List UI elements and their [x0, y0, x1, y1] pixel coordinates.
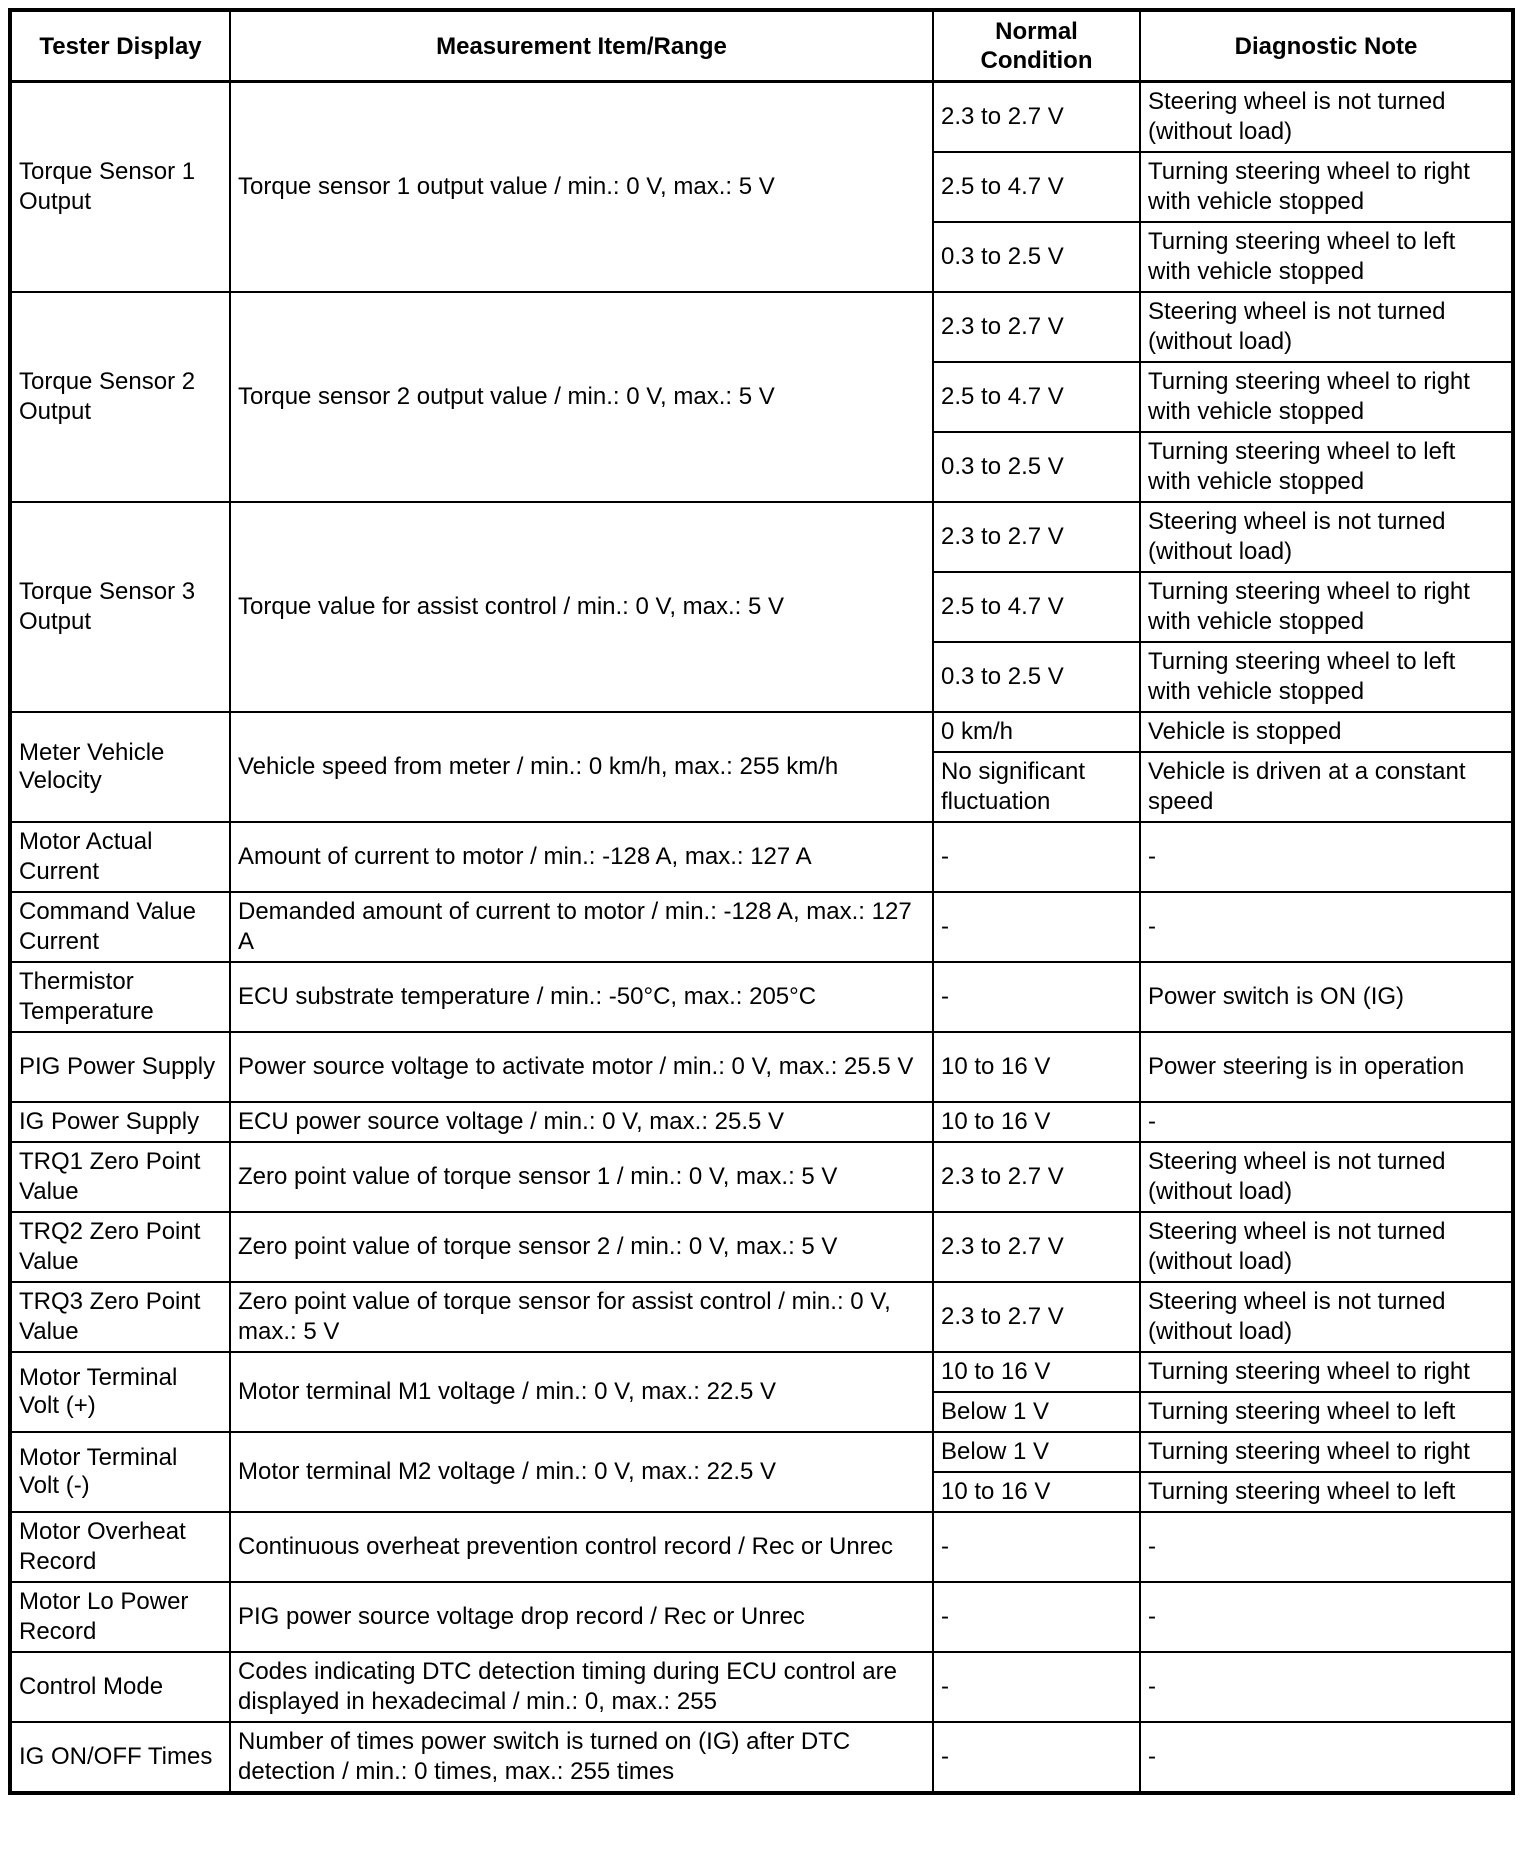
table-row: [10, 502, 1513, 572]
measurement-cell: Power source voltage to activate motor / min.: 0 V, max.: 25.5 V: [230, 1032, 933, 1102]
normal-condition-cell: No significant fluctuation: [933, 752, 1140, 822]
header-tester-display: Tester Display: [10, 10, 230, 82]
table-row: [10, 1652, 1513, 1722]
diagnostic-note-cell: Steering wheel is not turned (without load): [1140, 1282, 1513, 1352]
diagnostic-note-cell: Steering wheel is not turned (without load): [1140, 1142, 1513, 1212]
normal-condition-cell: 0.3 to 2.5 V: [933, 222, 1140, 292]
tester-display-cell: Thermistor Temperature: [10, 962, 230, 1032]
table-row: [10, 712, 1513, 752]
normal-condition-cell: 10 to 16 V: [933, 1102, 1140, 1142]
diagnostic-note-cell: Turning steering wheel to left: [1140, 1472, 1513, 1512]
normal-condition-cell: 10 to 16 V: [933, 1032, 1140, 1102]
table-row: [10, 1032, 1513, 1102]
measurement-cell: Motor terminal M2 voltage / min.: 0 V, max.: 22.5 V: [230, 1432, 933, 1512]
normal-condition-cell: Below 1 V: [933, 1392, 1140, 1432]
table-row: [10, 1282, 1513, 1352]
normal-condition-cell: 0.3 to 2.5 V: [933, 642, 1140, 712]
normal-condition-cell: 2.5 to 4.7 V: [933, 362, 1140, 432]
measurement-cell: Zero point value of torque sensor 1 / min.: 0 V, max.: 5 V: [230, 1142, 933, 1212]
table-row: [10, 1352, 1513, 1392]
measurement-cell: Demanded amount of current to motor / min.: -128 A, max.: 127 A: [230, 892, 933, 962]
diagnostic-note-cell: Turning steering wheel to right: [1140, 1352, 1513, 1392]
diagnostic-note-cell: Power switch is ON (IG): [1140, 962, 1513, 1032]
normal-condition-cell: 10 to 16 V: [933, 1352, 1140, 1392]
table-row: [10, 892, 1513, 962]
diagnostic-note-cell: -: [1140, 822, 1513, 892]
diagnostic-note-cell: Steering wheel is not turned (without load): [1140, 1212, 1513, 1282]
normal-condition-cell: 2.3 to 2.7 V: [933, 1142, 1140, 1212]
diagnostic-note-cell: -: [1140, 1102, 1513, 1142]
table-row: [10, 1102, 1513, 1142]
normal-condition-cell: 2.5 to 4.7 V: [933, 572, 1140, 642]
tester-display-cell: PIG Power Supply: [10, 1032, 230, 1102]
tester-display-cell: Motor Terminal Volt (+): [10, 1352, 230, 1432]
normal-condition-cell: 2.3 to 2.7 V: [933, 1212, 1140, 1282]
diagnostic-note-cell: -: [1140, 1512, 1513, 1582]
diagnostic-note-cell: Turning steering wheel to right with vehicle stopped: [1140, 362, 1513, 432]
normal-condition-cell: 2.3 to 2.7 V: [933, 502, 1140, 572]
diagnostic-note-cell: Vehicle is stopped: [1140, 712, 1513, 752]
measurement-cell: Continuous overheat prevention control record / Rec or Unrec: [230, 1512, 933, 1582]
normal-condition-cell: 0.3 to 2.5 V: [933, 432, 1140, 502]
normal-condition-cell: -: [933, 822, 1140, 892]
diagnostic-note-cell: Power steering is in operation: [1140, 1032, 1513, 1102]
tester-display-cell: Motor Terminal Volt (-): [10, 1432, 230, 1512]
diagnostic-note-cell: -: [1140, 1722, 1513, 1793]
normal-condition-cell: -: [933, 962, 1140, 1032]
diagnostic-note-cell: Steering wheel is not turned (without load): [1140, 502, 1513, 572]
tester-display-cell: TRQ1 Zero Point Value: [10, 1142, 230, 1212]
header-diagnostic-note: Diagnostic Note: [1140, 10, 1513, 82]
diagnostic-note-cell: -: [1140, 1582, 1513, 1652]
diagnostic-note-cell: Turning steering wheel to left with vehicle stopped: [1140, 432, 1513, 502]
normal-condition-cell: -: [933, 1652, 1140, 1722]
measurement-cell: ECU substrate temperature / min.: -50°C, max.: 205°C: [230, 962, 933, 1032]
measurement-cell: Motor terminal M1 voltage / min.: 0 V, max.: 22.5 V: [230, 1352, 933, 1432]
measurement-cell: PIG power source voltage drop record / Rec or Unrec: [230, 1582, 933, 1652]
tester-display-cell: Torque Sensor 2 Output: [10, 292, 230, 502]
normal-condition-cell: Below 1 V: [933, 1432, 1140, 1472]
diagnostic-note-cell: Turning steering wheel to left with vehicle stopped: [1140, 642, 1513, 712]
table-row: [10, 1722, 1513, 1793]
data-list-table: [8, 8, 1515, 1795]
tester-display-cell: IG Power Supply: [10, 1102, 230, 1142]
diagnostic-note-cell: Turning steering wheel to right with vehicle stopped: [1140, 152, 1513, 222]
measurement-cell: Zero point value of torque sensor for assist control / min.: 0 V, max.: 5 V: [230, 1282, 933, 1352]
table-row: [10, 1142, 1513, 1212]
measurement-cell: Torque sensor 1 output value / min.: 0 V, max.: 5 V: [230, 82, 933, 293]
tester-display-cell: Motor Lo Power Record: [10, 1582, 230, 1652]
normal-condition-cell: -: [933, 892, 1140, 962]
measurement-cell: Vehicle speed from meter / min.: 0 km/h, max.: 255 km/h: [230, 712, 933, 822]
measurement-cell: ECU power source voltage / min.: 0 V, max.: 25.5 V: [230, 1102, 933, 1142]
header-normal-condition: Normal Condition: [933, 10, 1140, 82]
tester-display-cell: Torque Sensor 3 Output: [10, 502, 230, 712]
tester-display-cell: Torque Sensor 1 Output: [10, 82, 230, 293]
table-row: [10, 82, 1513, 153]
tester-display-cell: IG ON/OFF Times: [10, 1722, 230, 1793]
table-row: [10, 962, 1513, 1032]
diagnostic-note-cell: Vehicle is driven at a constant speed: [1140, 752, 1513, 822]
measurement-cell: Codes indicating DTC detection timing during ECU control are displayed in hexadecimal / min.: 0, max.: 255: [230, 1652, 933, 1722]
measurement-cell: Zero point value of torque sensor 2 / min.: 0 V, max.: 5 V: [230, 1212, 933, 1282]
tester-display-cell: Motor Actual Current: [10, 822, 230, 892]
tester-display-cell: Control Mode: [10, 1652, 230, 1722]
normal-condition-cell: 0 km/h: [933, 712, 1140, 752]
diagnostic-note-cell: Turning steering wheel to left: [1140, 1392, 1513, 1432]
measurement-cell: Amount of current to motor / min.: -128 A, max.: 127 A: [230, 822, 933, 892]
diagnostic-note-cell: Turning steering wheel to left with vehicle stopped: [1140, 222, 1513, 292]
diagnostic-note-cell: Turning steering wheel to right: [1140, 1432, 1513, 1472]
diagnostic-note-cell: Turning steering wheel to right with vehicle stopped: [1140, 572, 1513, 642]
diagnostic-note-cell: -: [1140, 1652, 1513, 1722]
table-row: [10, 1512, 1513, 1582]
table-row: [10, 822, 1513, 892]
diagnostic-note-cell: Steering wheel is not turned (without load): [1140, 292, 1513, 362]
tester-display-cell: TRQ3 Zero Point Value: [10, 1282, 230, 1352]
normal-condition-cell: 2.3 to 2.7 V: [933, 1282, 1140, 1352]
tester-display-cell: Command Value Current: [10, 892, 230, 962]
diagnostic-note-cell: Steering wheel is not turned (without load): [1140, 82, 1513, 153]
measurement-cell: Torque value for assist control / min.: 0 V, max.: 5 V: [230, 502, 933, 712]
table-row: [10, 1582, 1513, 1652]
normal-condition-cell: 10 to 16 V: [933, 1472, 1140, 1512]
table-header-row: [10, 10, 1513, 82]
normal-condition-cell: -: [933, 1582, 1140, 1652]
normal-condition-cell: -: [933, 1512, 1140, 1582]
table-row: [10, 1432, 1513, 1472]
table-row: [10, 292, 1513, 362]
normal-condition-cell: -: [933, 1722, 1140, 1793]
measurement-cell: Number of times power switch is turned on (IG) after DTC detection / min.: 0 times, max.: 255 times: [230, 1722, 933, 1793]
normal-condition-cell: 2.5 to 4.7 V: [933, 152, 1140, 222]
tester-display-cell: Motor Overheat Record: [10, 1512, 230, 1582]
table-row: [10, 1212, 1513, 1282]
normal-condition-cell: 2.3 to 2.7 V: [933, 82, 1140, 153]
diagnostic-note-cell: -: [1140, 892, 1513, 962]
normal-condition-cell: 2.3 to 2.7 V: [933, 292, 1140, 362]
tester-display-cell: TRQ2 Zero Point Value: [10, 1212, 230, 1282]
measurement-cell: Torque sensor 2 output value / min.: 0 V, max.: 5 V: [230, 292, 933, 502]
header-measurement-item: Measurement Item/Range: [230, 10, 933, 82]
tester-display-cell: Meter Vehicle Velocity: [10, 712, 230, 822]
